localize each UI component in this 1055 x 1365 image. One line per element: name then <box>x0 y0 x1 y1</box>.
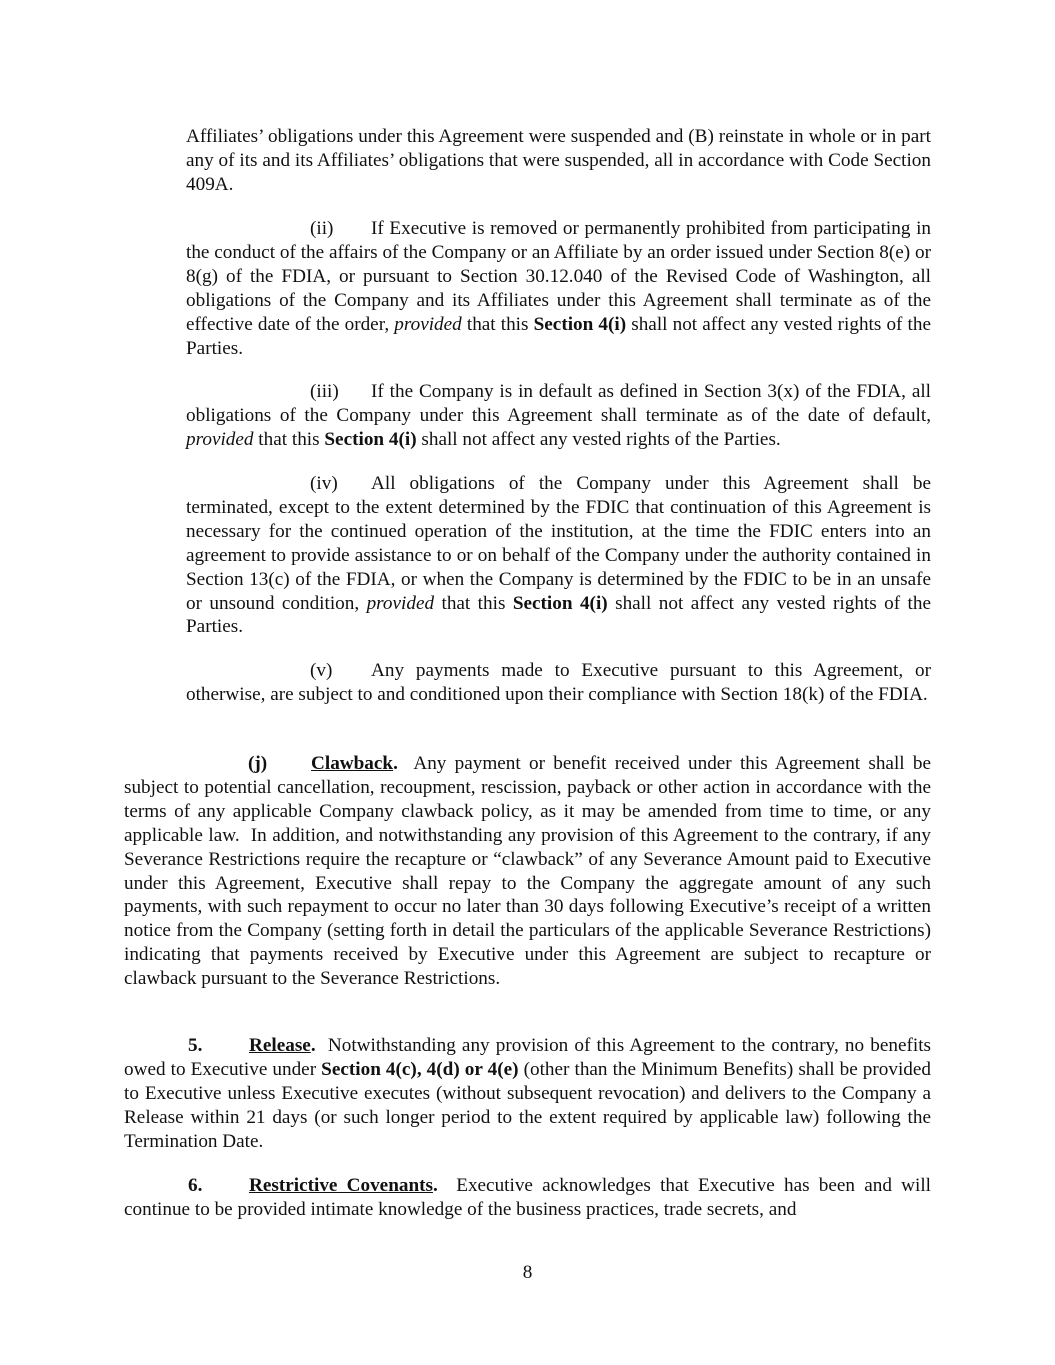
italic-term: provided <box>394 313 462 335</box>
heading-punctuation: . <box>433 1175 438 1196</box>
paragraph-v <box>186 659 931 707</box>
paragraph-iv <box>186 472 931 639</box>
section-heading: Clawback <box>311 753 394 774</box>
paragraph-text: All obligations of the Company under this Agreement shall be terminated, except to the extent determined by the FDIC that continuation of this Agreement is necessary for the continued operation of the institution, at the time the FDIC enters into an agreement to provide assistance to or on behalf of the Company under the authority contained in Section 13(c) of the FDIA, or when the Company is determined by the FDIC to be in an unsafe or unsound condition, <box>186 473 931 614</box>
section-reference: Section 4(c), 4(d) or 4(e) <box>321 1058 519 1080</box>
item-label: (iii) <box>310 381 339 402</box>
paragraph-text: shall not affect any vested rights of the Parties. <box>186 592 931 638</box>
item-label: (ii) <box>310 218 334 239</box>
paragraph-text: If Executive is removed or permanently prohibited from participating in the conduct of the affairs of the Company or an Affiliate by an order issued under Section 8(e) or 8(g) of the FDIA, or pursuant to Section 30.12.040 of the Revised Code of Washington, all obligations of the Company and its Affiliates under this Agreement shall terminate as of the effective date of the order, <box>186 218 931 335</box>
paragraph-text: Notwithstanding any provision of this Agreement to the contrary, no benefits owed to Executive under <box>124 1035 936 1080</box>
paragraph-text: Any payments made to Executive pursuant to this Agreement, or otherwise, are subject to and conditioned upon their compliance with Section 18(k) of the FDIA. <box>186 660 931 705</box>
section-reference: Section 4(i) <box>533 313 627 335</box>
section-heading: Restrictive Covenants <box>249 1175 433 1196</box>
paragraph-ii <box>186 217 931 360</box>
paragraph-text: that this <box>253 428 325 450</box>
section-heading: Release <box>249 1035 311 1056</box>
italic-term: provided <box>366 592 435 614</box>
paragraph-text: shall not affect any vested rights of the Parties. <box>186 313 931 359</box>
item-label: (j) <box>248 753 268 774</box>
paragraph-text: that this <box>461 313 534 335</box>
paragraph-text: Affiliates’ obligations under this Agreement were suspended and (B) reinstate in whole or in part any of its and its Affiliates’ obligations that were suspended, all in accordance with Code Section 409A. <box>186 126 931 195</box>
paragraph-text: (other than the Minimum Benefits) shall be provided to Executive unless Executive executes (without subsequent revocation) and delivers to the Company a Release within 21 days (or such longer period to the extent required by applicable law) following the Termination Date. <box>124 1058 932 1152</box>
paragraph-6-restrictive-covenants <box>124 1174 936 1222</box>
italic-term: provided <box>186 428 254 450</box>
paragraph-5-release <box>124 1034 936 1154</box>
section-number: 5. <box>188 1035 203 1056</box>
section-number: 6. <box>188 1175 203 1196</box>
heading-punctuation: . <box>393 753 398 774</box>
paragraph-text: that this <box>434 592 513 614</box>
paragraph-j-clawback <box>124 752 936 991</box>
paragraph-text: If the Company is in default as defined in Section 3(x) of the FDIA, all obligations of the Company under this Agreement shall terminate as of the date of default, <box>186 381 931 426</box>
paragraph-text: Any payment or benefit received under this Agreement shall be subject to potential cancellation, recoupment, rescission, payback or other action in accordance with the terms of any applicable Company clawback policy, as it may be amended from time to time, or any applicable law. In addition, and notwithstanding any provision of this Agreement to the contrary, if any Severance Restrictions require the recapture or “clawback” of any Severance Amount paid to Executive under this Agreement, Executive shall repay to the Company the aggregate amount of any such payments, with such repayment to occur no later than 30 days following Executive’s receipt of a written notice from the Company (setting forth in detail the particulars of the applicable Severance Restrictions) indicating that payments received by Executive under this Agreement are subject to recapture or clawback pursuant to the Severance Restrictions. <box>124 753 936 990</box>
page-number: 8 <box>522 1262 533 1283</box>
paragraph-continuation <box>186 125 931 197</box>
paragraph-text: shall not affect any vested rights of the Parties. <box>416 428 781 450</box>
section-reference: Section 4(i) <box>324 428 417 450</box>
paragraph-iii <box>186 380 931 452</box>
item-label: (iv) <box>310 473 338 494</box>
paragraph-text: Executive acknowledges that Executive has been and will continue to be provided intimate knowledge of the business practices, trade secrets, and <box>124 1175 936 1220</box>
section-reference: Section 4(i) <box>512 592 608 614</box>
heading-punctuation: . <box>310 1035 316 1056</box>
item-label: (v) <box>310 660 333 681</box>
